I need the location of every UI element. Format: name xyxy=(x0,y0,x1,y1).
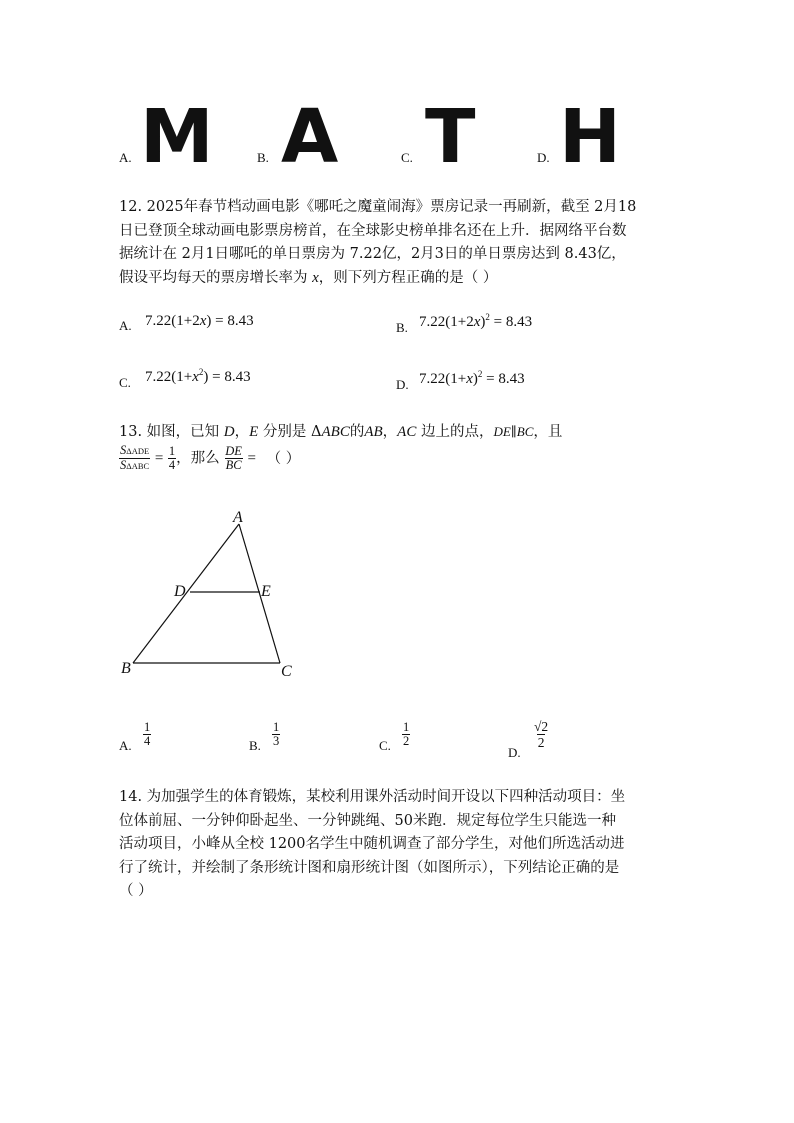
q12-stem xyxy=(119,196,684,290)
side-ab xyxy=(133,524,239,663)
q11-option-b-glyph: A xyxy=(281,94,339,180)
label-c: C xyxy=(281,663,292,680)
q11-option-d-glyph: H xyxy=(559,94,621,180)
q12-line-4: 假设平均每天的票房增长率为 x，则下列方程正确的是（ ） xyxy=(119,269,498,286)
q12-option-a-equation: 7.22(1+2x) = 8.43 xyxy=(145,313,254,329)
q13-line-2: $\frac{\text{SΔADE}}{\text{SΔABC}}$ = $\frac{1}{4}$ ，那么 $\frac{DE}{BC}$ = （ ） xyxy=(120,443,301,472)
q11-option-c-glyph: T xyxy=(425,94,476,180)
q12-line-2: 日已登顶全球动画电影票房榜首，在全球影史榜单排名还在上升．据网络平台数 xyxy=(119,222,627,239)
de-bc-fraction: $\frac{DE}{BC}$ xyxy=(225,444,242,472)
q14-stem xyxy=(119,786,684,904)
q12-option-d-equation: $7.22(1+x)^2 = 8.43$ xyxy=(419,369,525,387)
q14-line-5: （ ） xyxy=(119,883,153,899)
label-a: A xyxy=(233,509,243,526)
q13-line-1: 13. 如图，已知 D，E 分别是 ΔABC的AB，AC 边上的点，DE∥BC，且 xyxy=(119,424,563,440)
one-quarter-fraction: $\frac{1}{4}$ xyxy=(168,444,176,472)
q12-option-c-equation: $7.22(1+x^2) = 8.43$ xyxy=(145,367,251,385)
q12-line-3: 据统计在 2月1日哪吒的单日票房为 7.22亿，2月3日的单日票房达到 8.43亿， xyxy=(119,246,626,262)
q12-line-1: 12. 2025年春节档动画电影《哪吒之魔童闹海》票房记录一再刷新，截至 2月18 xyxy=(119,199,637,215)
q11-option-b-letter: B. xyxy=(257,150,269,165)
q14-line-4: 行了统计，并绘制了条形统计图和扇形统计图（如图所示），下列结论正确的是 xyxy=(119,859,620,876)
area-ratio-fraction: $\frac{\text{SΔADE}}{\text{SΔABC}}$ xyxy=(120,443,150,472)
q14-line-1: 14. 为加强学生的体育锻炼，某校利用课外活动时间开设以下四种活动项目：坐 xyxy=(119,789,626,805)
side-ac xyxy=(239,524,280,663)
label-d: D xyxy=(174,583,186,600)
label-b: B xyxy=(121,660,131,677)
q11-option-d-letter: D. xyxy=(537,150,550,165)
q11-option-c-letter: C. xyxy=(401,150,413,165)
q14-line-2: 位体前屈、一分钟仰卧起坐、一分钟跳绳、50米跑．规定每位学生只能选一种 xyxy=(119,812,616,829)
triangle-figure xyxy=(110,505,310,685)
q11-option-a-glyph: M xyxy=(140,94,214,180)
q14-line-3: 活动项目，小峰从全校 1200名学生中随机调查了部分学生，对他们所选活动进 xyxy=(119,836,625,852)
q12-option-b-equation: $7.22(1+2x)^2 = 8.43$ xyxy=(419,312,533,330)
q11-option-a-letter: A. xyxy=(119,150,132,165)
label-e: E xyxy=(261,583,271,600)
